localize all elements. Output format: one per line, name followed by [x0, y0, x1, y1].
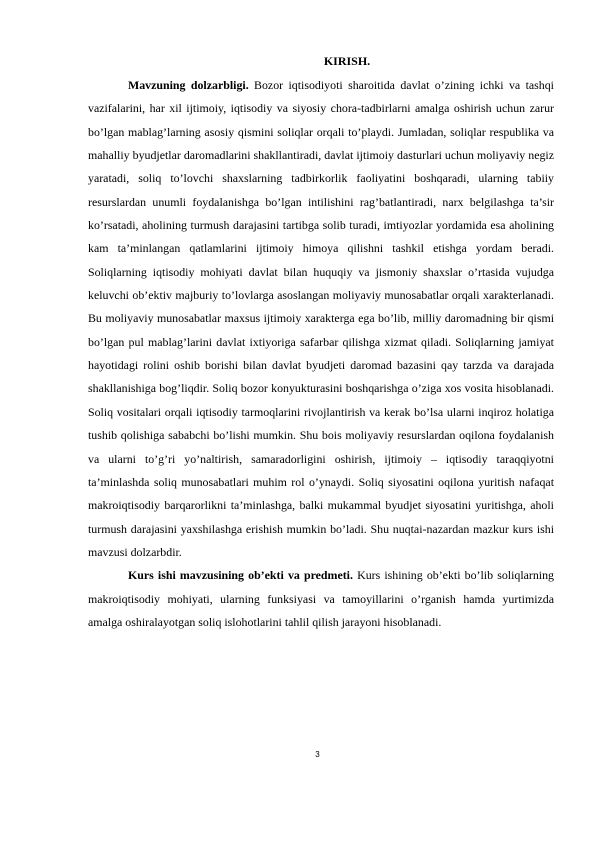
section-title: KIRISH. [323, 54, 371, 68]
paragraph-lead-relevance: Mavzuning dolzarbligi. [128, 78, 249, 92]
document-page [88, 54, 554, 634]
paragraph-object-subject [88, 564, 554, 634]
paragraph-text-object-subject: Kurs ishining ob’ekti bo’lib soliqlarning makroiqtisodiy mohiyati, ularning funksiyasi va tamoyillarini o’rganish hamda yurtimizda amalga oshiralayotgan soliq islohotlarini tahlil qilish jarayoni hisoblanadi. [88, 568, 554, 629]
page-number: 3 [315, 750, 320, 759]
paragraph-relevance [88, 74, 554, 564]
paragraph-lead-object-subject: Kurs ishi mavzusining ob’ekti va predmeti. [128, 568, 353, 583]
paragraph-text-relevance: Bozor iqtisodiyoti sharoitida davlat o’zining ichki va tashqi vazifalarini, har xil ijtimoiy, iqtisodiy va siyosiy chora-tadbirlarni amalga oshirish uchun zarur bo’lgan mablag’larning asosiy qismini soliqlar orqali to’playdi. Jumladan, soliqlar respublika va mahalliy byudjetlar daromadlarini shakllantiradi, davlat ijtimoiy dasturlari uchun moliyaviy negiz yaratadi, soliq to’lovchi shaxslarning tadbirkorlik faoliyatini boshqaradi, ularning tabiiy resurslardan unumli foydalanishga bo’lgan intilishini rag’batlantiradi, narx belgilashga ta’sir ko’rsatadi, aholining turmush darajasini tartibga solib turadi, imtiyozlar yordamida esa aholining kam ta’minlangan qatlamlarini ijtimoiy himoya qilishni tashkil etishga yordam beradi. Soliqlarning iqtisodiy mohiyati davlat bilan huquqiy va jismoniy shaxslar o’rtasida vujudga keluvchi ob’ektiv majburiy to’lovlarga asoslangan moliyaviy munosabatlar orqali xarakterlanadi. Bu moliyaviy munosabatlar maxsus ijtimoiy xarakterga ega bo’lib, milliy daromadning bir qismi bo’lgan pul mablag’larini davlat ixtiyoriga safarbar qilishga xizmat qiladi. Soliqlarning jamiyat hayotidagi rolini oshib borishi bilan davlat byudjeti daromad bazasini qay tarzda va darajada shakllanishiga bog’liqdir. Soliq bozor konyukturasini boshqarishga o’ziga xos vosita hisoblanadi. Soliq vositalari orqali iqtisodiy tarmoqlarini rivojlantirish va kerak bo’lsa ularni inqiroz holatiga tushib qolishiga sababchi bo’lishi mumkin. Shu bois moliyaviy resurslardan oqilona foydalanish va ularni to’g’ri yo’naltirish, samaradorligini oshirish, ijtimoiy – iqtisodiy taraqqiyotni ta’minlashda soliq munosabatlari muhim rol o’ynaydi. Soliq siyosatini oqilona yuritish nafaqat makroiqtisodiy barqarorlikni ta’minlashga, balki mukammal byudjet siyosatini yuritishga, aholi turmush darajasini yaxshilashga erishish mumkin bo’ladi. Shu nuqtai-nazardan mazkur kurs ishi mavzusi dolzarbdir. [88, 78, 554, 559]
